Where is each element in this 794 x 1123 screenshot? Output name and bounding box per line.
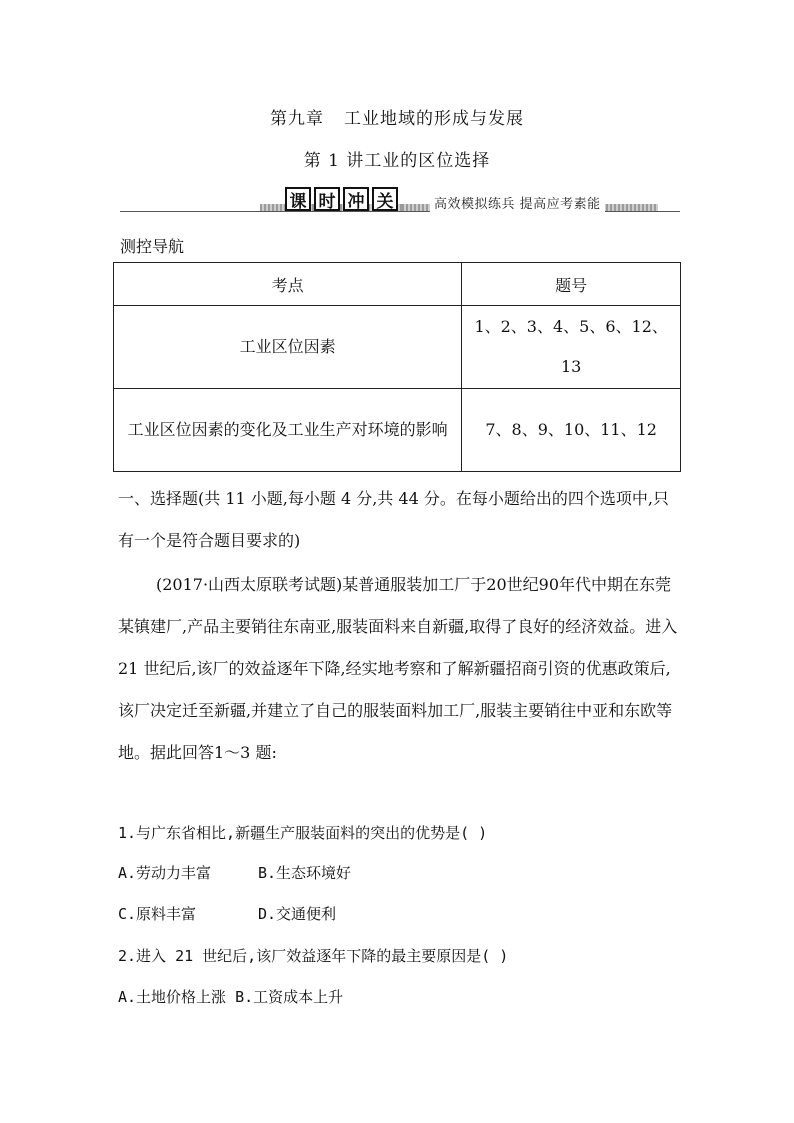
chapter-name: 工业地域的形成与发展 <box>344 109 524 129</box>
table-header-topic: 考点 <box>114 263 462 306</box>
question-1-stem: 1.与广东省相比,新疆生产服装面料的突出的优势是( ) <box>118 824 488 842</box>
banner-slogan: 高效模拟练兵 提高应考素能 <box>430 193 605 212</box>
table-cell-topic: 工业区位因素 <box>114 306 462 389</box>
section-banner <box>120 186 680 214</box>
table-cell-topic: 工业区位因素的变化及工业生产对环境的影响 <box>114 389 462 472</box>
question-1-options-row-2 <box>118 893 684 935</box>
lesson-name: 工业的区位选择 <box>364 151 491 171</box>
table-header-numbers: 题号 <box>462 263 681 306</box>
option-b: B.工资成本上升 <box>235 988 344 1006</box>
chapter-title <box>0 104 794 129</box>
question-2-options-row-1 <box>118 976 684 1018</box>
question-1-options-row-1 <box>118 852 684 894</box>
table-header-row <box>114 263 681 306</box>
option-d: D.交通便利 <box>258 905 337 923</box>
lesson-title <box>0 146 794 171</box>
chapter-number: 第九章 <box>270 109 324 129</box>
option-b: B.生态环境好 <box>258 864 352 882</box>
banner-tile: 课 <box>285 187 311 211</box>
lesson-number: 第 1 讲 <box>303 151 365 171</box>
table-cell-numbers: 7、8、9、10、11、12 <box>462 389 681 472</box>
navigation-table <box>113 262 681 472</box>
banner-tiles <box>285 187 398 211</box>
table-cell-numbers: 1、2、3、4、5、6、12、13 <box>462 306 681 389</box>
option-c: C.原料丰富 <box>118 905 197 923</box>
section-label: 测控导航 <box>120 237 185 256</box>
banner-tile: 冲 <box>343 187 369 211</box>
section-instructions: 一、选择题(共 11 小题,每小题 4 分,共 44 分。在每小题给出的四个选项中,只有一个是符合题目要求的) <box>118 489 669 550</box>
banner-tile: 关 <box>372 187 398 211</box>
question-2-stem: 2.进入 21 世纪后,该厂效益逐年下降的最主要原因是( ) <box>118 947 509 965</box>
option-a: A.土地价格上涨 <box>118 988 227 1006</box>
reading-passage: (2017·山西太原联考试题)某普通服装加工厂于20世纪90年代中期在东莞某镇建厂,产品主要销往东南亚,服装面料来自新疆,取得了良好的经济效益。进入 21 世纪后,该厂的效益逐年下降,经实地考察和了解新疆招商引资的优惠政策后,该厂决定迁至新疆,并建立了自己的服装面料加工厂,服装主要销往中亚和东欧等地。据此回答1～3 题: <box>118 575 678 762</box>
option-a: A.劳动力丰富 <box>118 864 212 882</box>
table-row <box>114 389 681 472</box>
table-row <box>114 306 681 389</box>
banner-tile: 时 <box>314 187 340 211</box>
